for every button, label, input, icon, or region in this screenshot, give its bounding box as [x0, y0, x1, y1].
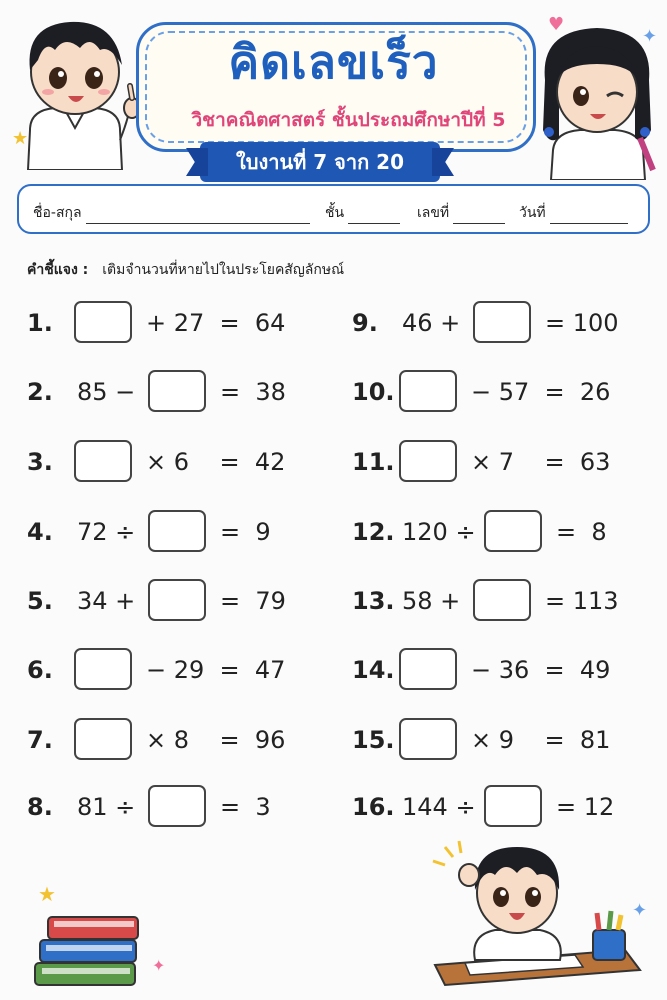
name-field[interactable] — [33, 202, 310, 224]
question-number: 8. — [27, 793, 53, 821]
answer-box[interactable] — [148, 579, 206, 621]
answer-box[interactable] — [399, 440, 457, 482]
question-item — [27, 440, 327, 484]
heart-icon: ♥ — [548, 14, 565, 35]
question-item — [27, 785, 327, 829]
question-right-side: = 12 — [556, 793, 615, 821]
star-icon: ★ — [12, 128, 29, 149]
question-left-operand: 81 ÷ — [77, 793, 136, 821]
page-title: คิดเลขเร็ว — [228, 35, 439, 89]
answer-box[interactable] — [399, 370, 457, 412]
question-right-side: × 6 = 42 — [146, 448, 286, 476]
books-stack-illustration — [30, 905, 145, 990]
question-left-operand: 46 + — [402, 309, 461, 337]
question-right-side: = 100 — [545, 309, 619, 337]
question-number: 6. — [27, 656, 53, 684]
question-left-operand: 144 ÷ — [402, 793, 476, 821]
question-right-side: − 36 = 49 — [471, 656, 611, 684]
answer-box[interactable] — [74, 718, 132, 760]
answer-box[interactable] — [484, 785, 542, 827]
answer-box[interactable] — [484, 510, 542, 552]
question-number: 7. — [27, 726, 53, 754]
date-label: วันที่ — [519, 205, 546, 221]
answer-box[interactable] — [74, 440, 132, 482]
boy-writing-illustration — [425, 835, 648, 995]
question-item — [352, 785, 652, 829]
question-item — [352, 510, 652, 554]
question-number: 13. — [352, 587, 395, 615]
question-right-side: × 9 = 81 — [471, 726, 611, 754]
question-right-side: = 9 — [220, 518, 271, 546]
instructions-label: คำชี้แจง : — [27, 262, 89, 278]
question-item — [352, 648, 652, 692]
question-number: 3. — [27, 448, 53, 476]
question-number: 14. — [352, 656, 395, 684]
question-right-side: = 38 — [220, 378, 286, 406]
name-label: ชื่อ-สกุล — [33, 205, 82, 221]
question-number: 16. — [352, 793, 395, 821]
question-item — [27, 718, 327, 762]
sparkle-icon: ✦ — [642, 26, 658, 47]
question-right-side: × 8 = 96 — [146, 726, 286, 754]
date-field[interactable] — [519, 202, 628, 224]
answer-box[interactable] — [399, 718, 457, 760]
answer-box[interactable] — [148, 510, 206, 552]
answer-box[interactable] — [399, 648, 457, 690]
question-right-side: − 57 = 26 — [471, 378, 611, 406]
question-item — [352, 301, 652, 345]
answer-box[interactable] — [148, 785, 206, 827]
answer-box[interactable] — [74, 301, 132, 343]
question-item — [27, 370, 327, 414]
sparkle-icon: ✦ — [152, 956, 166, 975]
question-number: 4. — [27, 518, 53, 546]
question-number: 5. — [27, 587, 53, 615]
question-number: 10. — [352, 378, 395, 406]
question-item — [352, 579, 652, 623]
question-item — [27, 301, 327, 345]
question-number: 15. — [352, 726, 395, 754]
sparkle-icon: ✦ — [632, 900, 648, 921]
question-number: 1. — [27, 309, 53, 337]
question-item — [352, 718, 652, 762]
question-left-operand: 120 ÷ — [402, 518, 476, 546]
question-right-side: × 7 = 63 — [471, 448, 611, 476]
answer-box[interactable] — [473, 301, 531, 343]
page-subtitle: วิชาคณิตศาสตร์ ชั้นประถมศึกษาปีที่ 5 — [191, 109, 506, 131]
class-field[interactable] — [325, 202, 400, 224]
question-right-side: = 8 — [556, 518, 607, 546]
sheet-ribbon: ใบงานที่ 7 จาก 20 — [200, 142, 440, 182]
number-field[interactable] — [417, 202, 505, 224]
instructions-text: เติมจำนวนที่หายไปในประโยคสัญลักษณ์ — [102, 262, 345, 278]
question-number: 9. — [352, 309, 378, 337]
answer-box[interactable] — [74, 648, 132, 690]
number-label: เลขที่ — [417, 205, 450, 221]
question-right-side: − 29 = 47 — [146, 656, 286, 684]
question-left-operand: 85 − — [77, 378, 136, 406]
question-left-operand: 72 ÷ — [77, 518, 136, 546]
question-left-operand: 34 + — [77, 587, 136, 615]
question-number: 11. — [352, 448, 395, 476]
star-icon: ★ — [38, 882, 56, 906]
question-right-side: = 113 — [545, 587, 619, 615]
answer-box[interactable] — [148, 370, 206, 412]
question-number: 12. — [352, 518, 395, 546]
question-left-operand: 58 + — [402, 587, 461, 615]
question-right-side: = 79 — [220, 587, 286, 615]
instructions — [27, 259, 344, 281]
question-item — [27, 510, 327, 554]
question-item — [352, 440, 652, 484]
question-item — [27, 579, 327, 623]
class-label: ชั้น — [325, 205, 345, 221]
question-right-side: + 27 = 64 — [146, 309, 286, 337]
question-item — [352, 370, 652, 414]
question-item — [27, 648, 327, 692]
student-info-box — [17, 184, 650, 234]
question-number: 2. — [27, 378, 53, 406]
question-right-side: = 3 — [220, 793, 271, 821]
answer-box[interactable] — [473, 579, 531, 621]
